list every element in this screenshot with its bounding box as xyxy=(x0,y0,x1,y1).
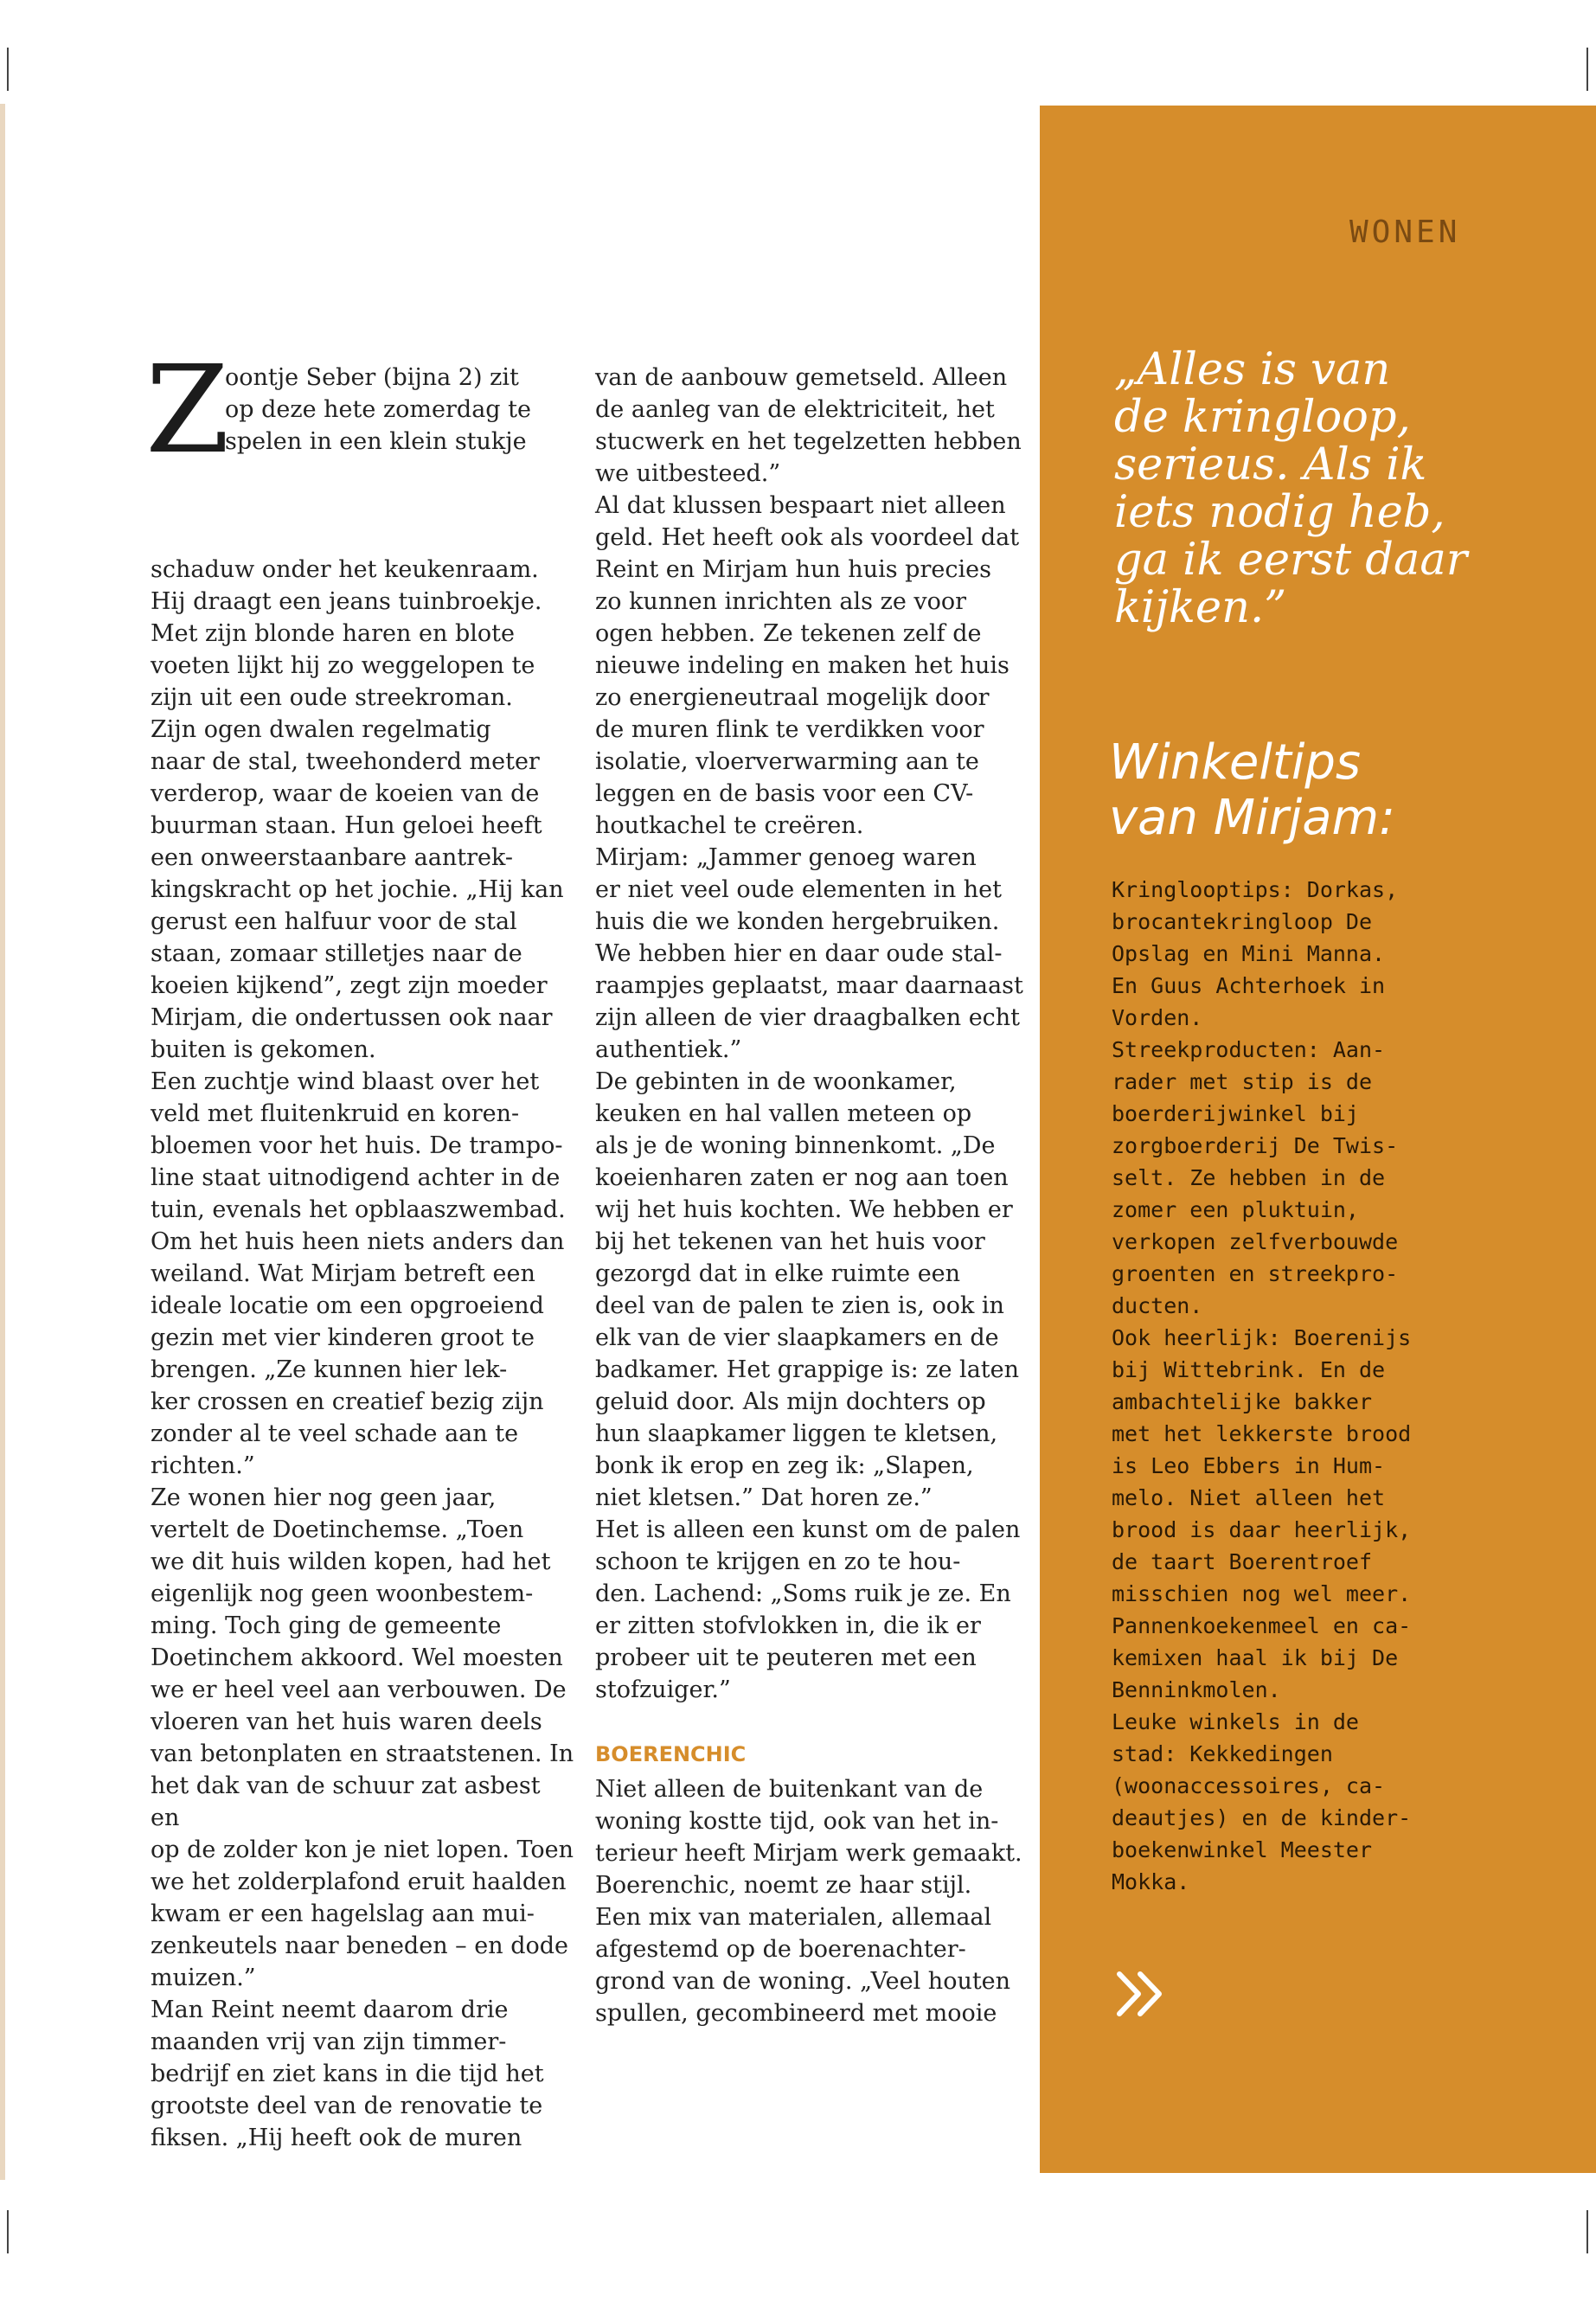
drop-cap: Z xyxy=(145,340,230,481)
article-col2-body: van de aanbouw gemetseld. Alleen de aanleg van de elektriciteit, het stucwerk en het tegelzetten hebben we uitbesteed.” Al dat klussen bespaart niet alleen geld. Het heeft ook als voordeel dat Reint en Mirjam hun huis precies zo kunnen inrichten als ze voor ogen hebben. Ze tekenen zelf de nieuwe indeling en maken het huis zo energieneutraal mogelijk door de muren flink te verdikken voor isolatie, vloerverwarming aan te leggen en de basis voor een CV- houtkachel te creëren. Mirjam: „Jammer genoeg waren er niet veel oude elementen in het huis die we konden hergebruiken. We hebben hier en daar oude stal- raampjes geplaatst, maar daarnaast zijn alleen de vier draagbalken echt authentiek.” De gebinten in de woonkamer, keuken en hal vallen meteen op als je de woning binnenkomt. „De koeienharen zaten er nog aan toen wij het huis kochten. We hebben er bij het tekenen van het huis voor gezorgd dat in elke ruimte een deel van de palen te zien is, ook in elk van de vier slaapkamers en de badkamer. Het grappige is: ze laten geluid door. Als mijn dochters op hun slaapkamer liggen te kletsen, bonk ik erop en zeg ik: „Slapen, niet kletsen.” Dat horen ze.” Het is alleen een kunst om de palen schoon te krijgen en zo te hou- den. Lachend: „Soms ruik je ze. En er zitten stofvlokken in, die ik er probeer uit te peuteren met een stofzuiger.” xyxy=(595,364,1023,1703)
crop-mark-bottom-right xyxy=(1586,2210,1588,2253)
article-col2-continuation: Niet alleen de buitenkant van de woning kostte tijd, ook van het in- terieur heeft Mirjam werk gemaakt. Boerenchic, noemt ze haar stijl. Een mix van materialen, allemaal afgestemd op de boerenachter- grond van de woning. „Veel houten spullen, gecombineerd met mooie xyxy=(595,1776,1022,2027)
article-col1-intro: oontje Seber (bijna 2) zit op deze hete zomerdag te spelen in een klein stukje xyxy=(225,364,531,455)
subheading-boerenchic: BOERENCHIC xyxy=(595,1742,747,1766)
page-edge-bleed xyxy=(0,104,5,2180)
section-label: WONEN xyxy=(1349,215,1461,250)
crop-mark-top-left xyxy=(7,48,9,91)
tips-title: Winkeltips van Mirjam: xyxy=(1109,734,1395,846)
double-chevron-right-icon[interactable] xyxy=(1112,1964,1173,2024)
tips-body: Kringlooptips: Dorkas, brocantekringloop De Opslag en Mini Manna. En Guus Achterhoek in Vorden. Streekproducten: Aan- rader met stip is de boerderijwinkel bij zorgboerderij De Twis- selt. Ze hebben in de zomer een pluktuin, verkopen zelfverbouwde groenten en streekpro- ducten. Ook heerlijk: Boerenijs bij Wittebrink. En de ambachtelijke bakker met het lekkerste brood is Leo Ebbers in Hum- melo. Niet alleen het brood is daar heerlijk, de taart Boerentroef misschien nog wel meer. Pannenkoekenmeel en ca- kemixen haal ik bij De Benninkmolen. Leuke winkels in de stad: Kekkedingen (woonaccessoires, ca- deautjes) en de kinder- boekenwinkel Meester Mokka. xyxy=(1112,877,1412,1894)
crop-mark-bottom-left xyxy=(7,2210,9,2253)
pull-quote: „Alles is van de kringloop, serieus. Als ik iets nodig heb, ga ik eerst daar kijken.” xyxy=(1114,344,1468,633)
crop-mark-top-right xyxy=(1586,48,1588,91)
article-col1-body: schaduw onder het keukenraam. Hij draagt een jeans tuinbroekje. Met zijn blonde haren en blote voeten lijkt hij zo weggelopen te zijn uit een oude streekroman. Zijn ogen dwalen regelmatig naar de stal, tweehonderd meter verderop, waar de koeien van de buurman staan. Hun geloei heeft een onweerstaanbare aantrek- kingskracht op het jochie. „Hij kan gerust een halfuur voor de stal staan, zomaar stilletjes naar de koeien kijkend”, zegt zijn moeder Mirjam, die ondertussen ook naar buiten is gekomen. Een zuchtje wind blaast over het veld met fluitenkruid en koren- bloemen voor het huis. De trampo- line staat uitnodigend achter in de tuin, evenals het opblaaszwembad. Om het huis heen niets anders dan weiland. Wat Mirjam betreft een ideale locatie om een opgroeiend gezin met vier kinderen groot te brengen. „Ze kunnen hier lek- ker crossen en creatief bezig zijn zonder al te veel schade aan te richten.” Ze wonen hier nog geen jaar, vertelt de Doetinchemse. „Toen we dit huis wilden kopen, had het eigenlijk nog geen woonbestem- ming. Toch ging de gemeente Doetinchem akkoord. Wel moesten we er heel veel aan verbouwen. De vloeren van het huis waren deels van betonplaten en straatstenen. In het dak van de schuur zat asbest en op de zolder kon je niet lopen. Toen we het zolderplafond eruit haalden kwam er een hagelslag aan mui- zenkeutels naar beneden – en dode muizen.” Man Reint neemt daarom drie maanden vrij van zijn timmer- bedrijf en ziet kans in die tijd het grootste deel van de renovatie te fiksen. „Hij heeft ook de muren xyxy=(151,556,574,2151)
